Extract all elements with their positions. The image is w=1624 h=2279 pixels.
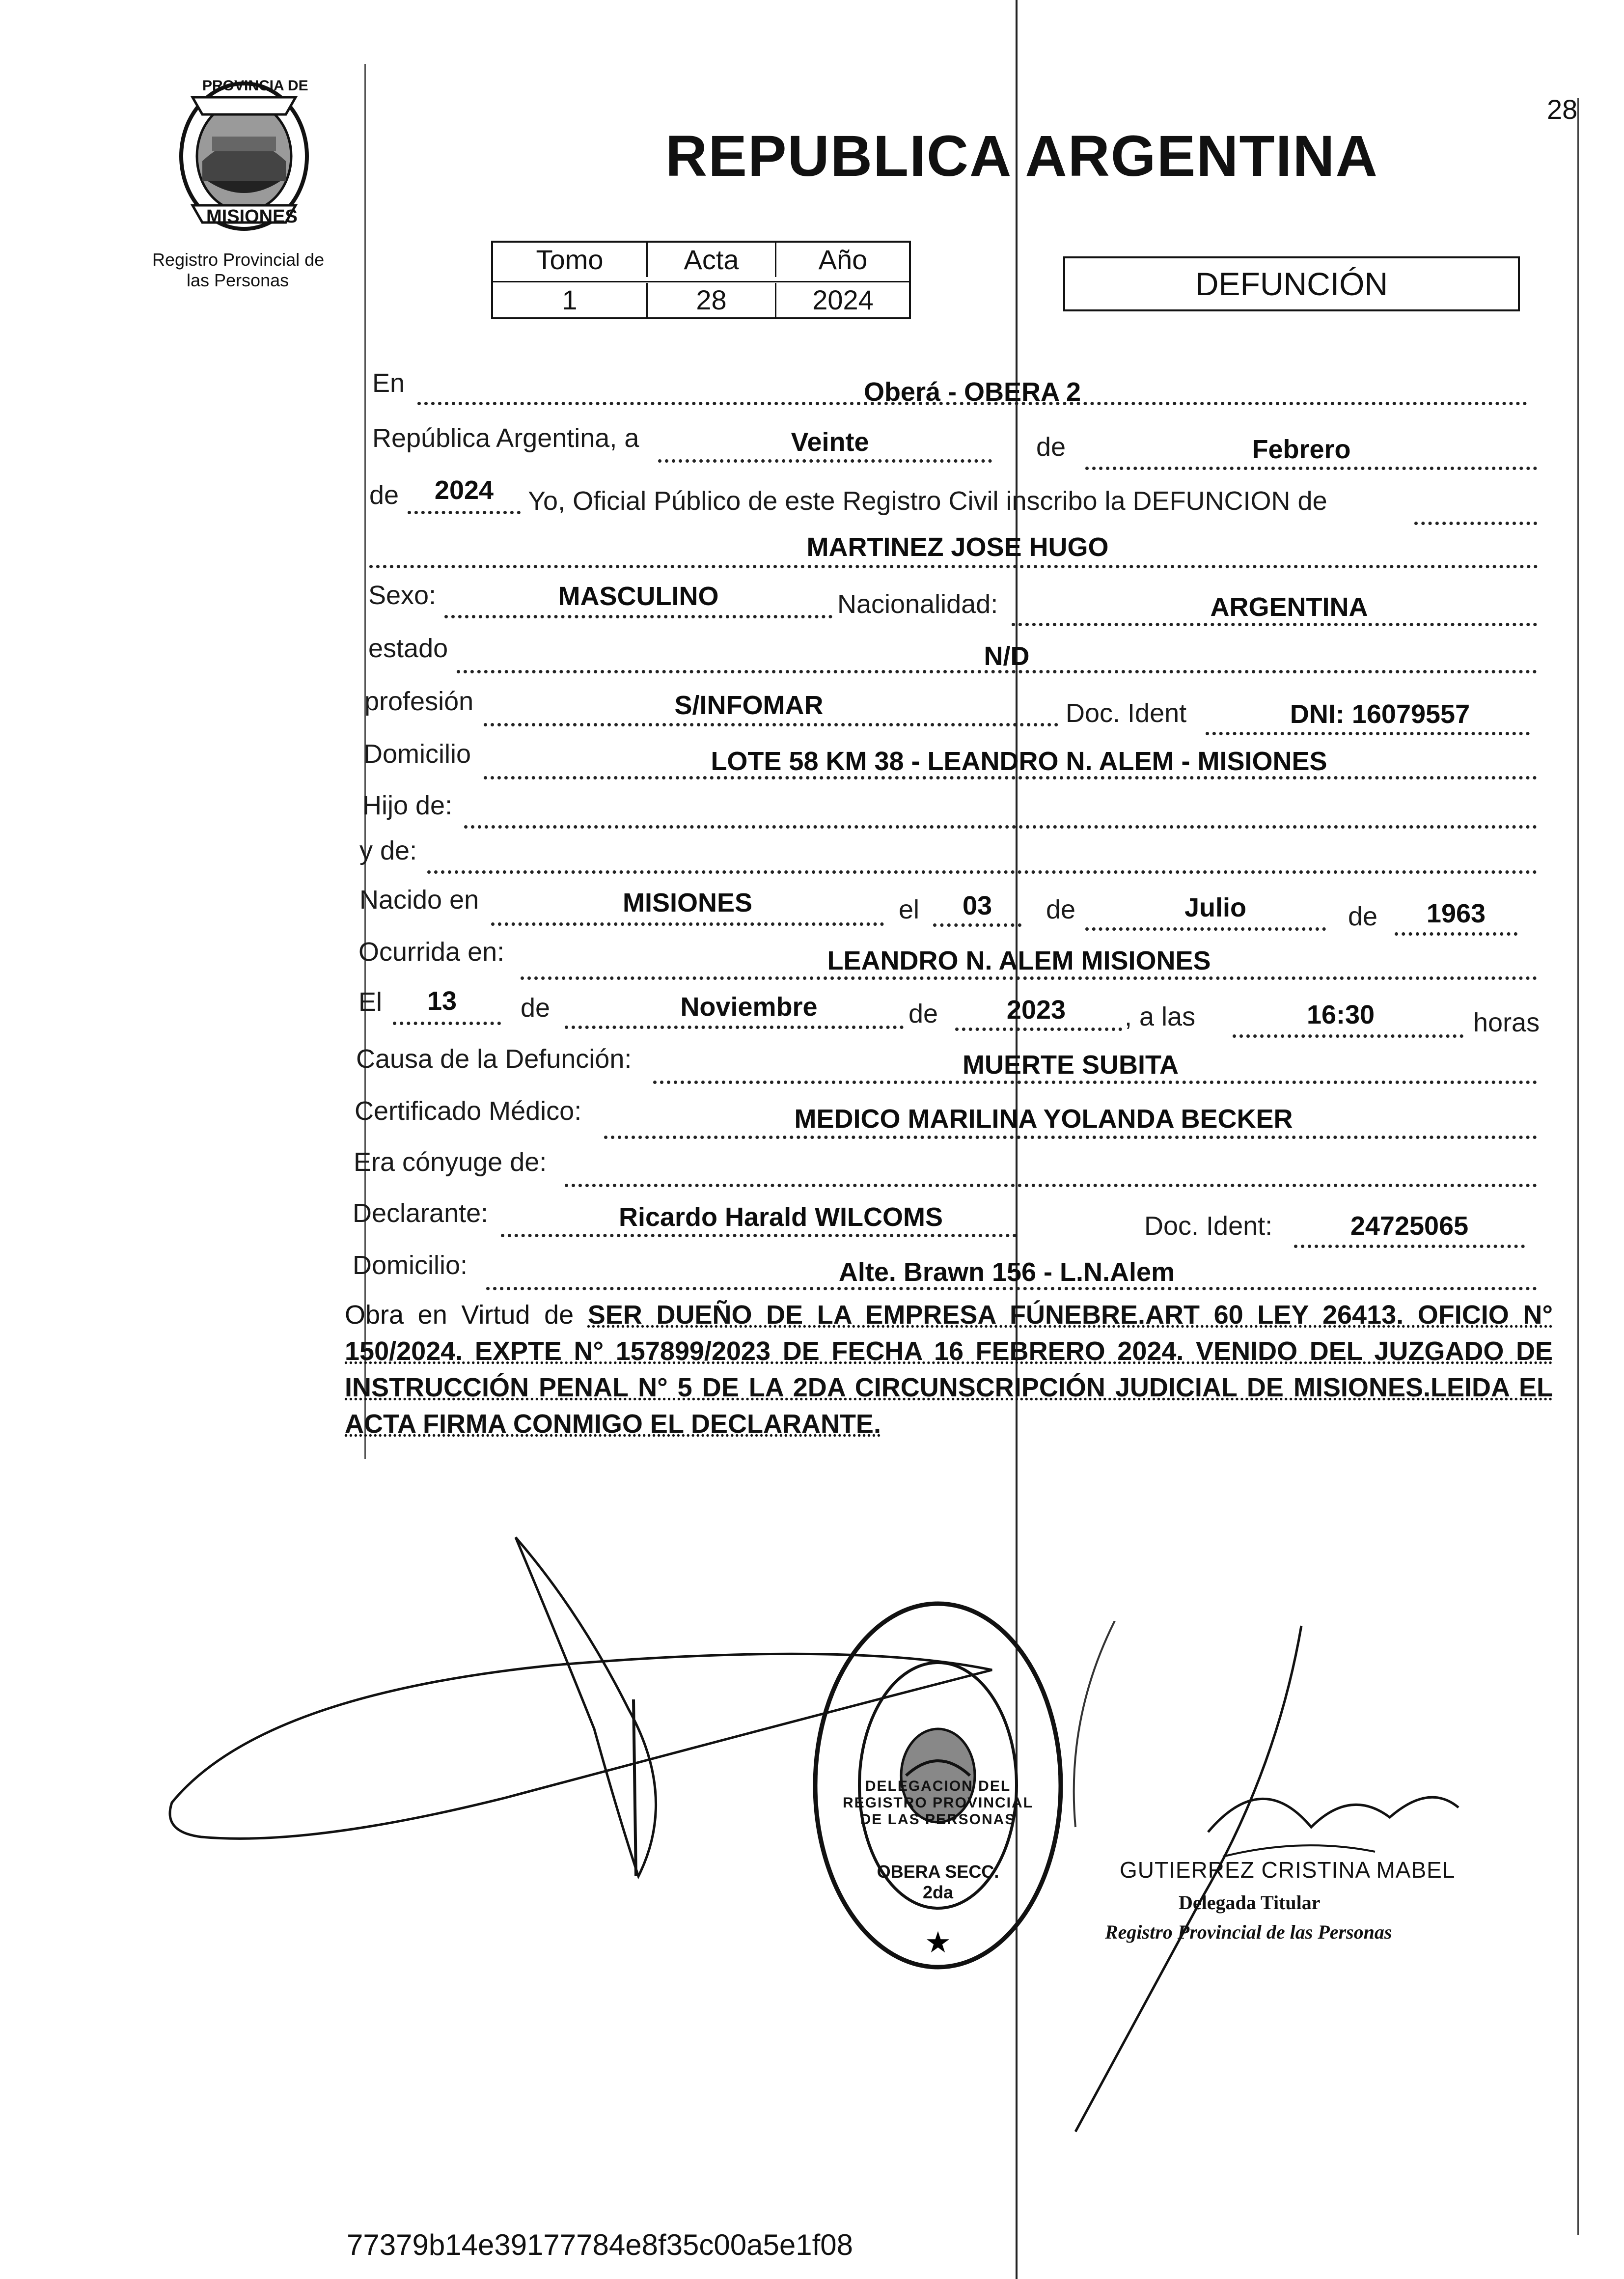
decl-doc-dots <box>1294 1245 1525 1248</box>
record-header-tomo: Tomo <box>493 243 648 277</box>
svg-text:★: ★ <box>925 1925 951 1960</box>
conyuge-dots <box>565 1184 1537 1187</box>
profesion-dots <box>484 723 1058 726</box>
def-mes-value: Noviembre <box>680 992 818 1022</box>
logo-text-bottom: MISIONES <box>206 206 298 227</box>
record-value-tomo: 1 <box>493 283 648 317</box>
sexo-value: MASCULINO <box>558 582 719 611</box>
obra-text: SER DUEÑO DE LA EMPRESA FÚNEBRE.ART 60 LEY 26413. OFICIO N° 150/2024. EXPTE N° 157899/2023 DE FECHA 16 FEBRERO 2024. VENIDO DEL JUZGADO DE INSTRUCCIÓN PENAL N° 5 DE LA 2DA CIRCUNSCRIPCIÓN JUDICIAL DE MISIONES.LEIDA EL ACTA FIRMA CONMIGO EL DECLARANTE. <box>345 1300 1553 1439</box>
seal-inner-text: OBERA SECC. 2da <box>877 1862 999 1902</box>
nac-anio-dots <box>1395 932 1517 936</box>
anio-dots <box>408 511 521 514</box>
doc-label: Doc. Ident <box>1066 698 1187 728</box>
yo-text: Yo, Oficial Público de este Registro Civil inscribo la DEFUNCION de <box>528 486 1327 516</box>
nac-dia-dots <box>933 923 1021 927</box>
el2-label: El <box>358 987 383 1017</box>
horas-label: horas <box>1473 1008 1540 1037</box>
def-mes-dots <box>565 1026 904 1029</box>
causa-dots <box>653 1081 1537 1084</box>
domicilio-dots <box>484 776 1537 779</box>
nacido-value: MISIONES <box>622 888 753 917</box>
logo-text-top: PROVINCIA DE <box>202 78 308 94</box>
dia-dots <box>658 459 992 463</box>
cert-label: Certificado Médico: <box>355 1096 582 1126</box>
profesion-label: profesión <box>364 687 474 716</box>
alas-label: , a las <box>1125 1002 1196 1031</box>
record-table-separator <box>493 281 909 282</box>
obra-paragraph <box>345 1297 1553 1442</box>
causa-label: Causa de la Defunción: <box>356 1044 632 1074</box>
causa-value: MUERTE SUBITA <box>963 1050 1179 1080</box>
profesion-value: S/INFOMAR <box>674 691 824 720</box>
sexo-dots <box>444 615 832 618</box>
domicilio-label: Domicilio <box>363 739 471 769</box>
decl-dom-value: Alte. Brawn 156 - L.N.Alem <box>838 1257 1175 1287</box>
def-de-label-2: de <box>908 999 938 1028</box>
record-header-acta: Acta <box>648 243 776 277</box>
obra-prefix: Obra en Virtud de <box>345 1300 574 1330</box>
decl-dom-label: Domicilio: <box>353 1251 468 1280</box>
nac-dia-value: 03 <box>962 891 992 920</box>
sexo-label: Sexo: <box>368 581 437 610</box>
def-dia-dots <box>393 1022 501 1025</box>
org-name-line2: las Personas <box>187 270 289 290</box>
record-table <box>491 241 911 319</box>
ocurrida-value: LEANDRO N. ALEM MISIONES <box>827 946 1211 975</box>
decl-dom-dots <box>486 1287 1537 1290</box>
record-header-anio: Año <box>818 244 868 275</box>
hora-value: 16:30 <box>1306 1000 1375 1029</box>
def-anio-dots <box>955 1028 1122 1031</box>
signatory-office: Registro Provincial de las Personas <box>1105 1921 1392 1943</box>
org-name-line1: Registro Provincial de <box>152 250 325 270</box>
decl-doc-value: 24725065 <box>1350 1211 1469 1241</box>
seal-ring-text: DELEGACION DEL REGISTRO PROVINCIAL DE LAS PERSONAS <box>842 1778 1034 1828</box>
mes-value: Febrero <box>1252 435 1351 464</box>
def-dia-value: 13 <box>427 986 457 1016</box>
record-value-acta: 28 <box>648 283 776 317</box>
estado-label: estado <box>368 634 448 663</box>
nacido-dots <box>491 922 884 926</box>
republica-label: República Argentina, a <box>372 423 639 453</box>
hijo-dots <box>464 825 1537 829</box>
nac-mes-dots <box>1085 927 1326 931</box>
signatory-role: Delegada Titular <box>1179 1891 1321 1914</box>
page-number: 28 <box>1547 94 1578 125</box>
doc-dots <box>1206 732 1530 735</box>
estado-value: N/D <box>984 641 1030 671</box>
def-de-label-1: de <box>521 993 551 1023</box>
nombre-value: MARTINEZ JOSE HUGO <box>806 532 1109 562</box>
cert-value: MEDICO MARILINA YOLANDA BECKER <box>794 1104 1293 1134</box>
nac-de-label-1: de <box>1046 895 1076 924</box>
declarante-label: Declarante: <box>353 1198 489 1228</box>
de-year-label: de <box>369 480 399 510</box>
cert-dots <box>604 1136 1537 1139</box>
domicilio-value: LOTE 58 KM 38 - LEANDRO N. ALEM - MISIONES <box>711 747 1327 776</box>
mes-dots <box>1085 467 1537 470</box>
yde-dots <box>427 870 1537 874</box>
ocurrida-label: Ocurrida en: <box>358 937 505 967</box>
nac-anio-value: 1963 <box>1426 899 1486 928</box>
def-anio-value: 2023 <box>1006 995 1066 1025</box>
scan-line-right <box>1577 98 1579 2235</box>
dia-value: Veinte <box>791 427 869 457</box>
de-label: de <box>1036 432 1066 462</box>
declarante-dots <box>501 1234 1017 1237</box>
nombre-dots <box>369 565 1538 568</box>
en-value: Oberá - OBERA 2 <box>863 377 1081 407</box>
record-value-anio: 2024 <box>812 284 874 315</box>
nacionalidad-value: ARGENTINA <box>1210 592 1368 622</box>
nacido-label: Nacido en <box>359 885 479 915</box>
nac-mes-value: Julio <box>1184 893 1246 922</box>
page-title: REPUBLICA ARGENTINA <box>665 124 1378 189</box>
signatory-name: GUTIERREZ CRISTINA MABEL <box>1120 1857 1456 1883</box>
yde-label: y de: <box>359 836 417 865</box>
yo-dots <box>1414 522 1537 525</box>
decl-doc-label: Doc. Ident: <box>1144 1211 1273 1241</box>
anio-value: 2024 <box>434 475 494 505</box>
record-type-box: DEFUNCIÓN <box>1063 256 1520 311</box>
conyuge-label: Era cónyuge de: <box>354 1147 547 1177</box>
hora-dots <box>1233 1034 1463 1038</box>
nacionalidad-label: Nacionalidad: <box>837 589 998 619</box>
declarante-value: Ricardo Harald WILCOMS <box>618 1202 943 1232</box>
nac-de-label-2: de <box>1348 902 1378 931</box>
en-label: En <box>372 368 405 398</box>
ocurrida-dots <box>521 976 1537 980</box>
hijo-label: Hijo de: <box>362 791 453 820</box>
document-hash: 77379b14e39177784e8f35c00a5e1f08 <box>347 2228 853 2261</box>
doc-value: DNI: 16079557 <box>1290 699 1470 729</box>
nacionalidad-dots <box>1012 623 1537 626</box>
el-label: el <box>899 895 920 924</box>
